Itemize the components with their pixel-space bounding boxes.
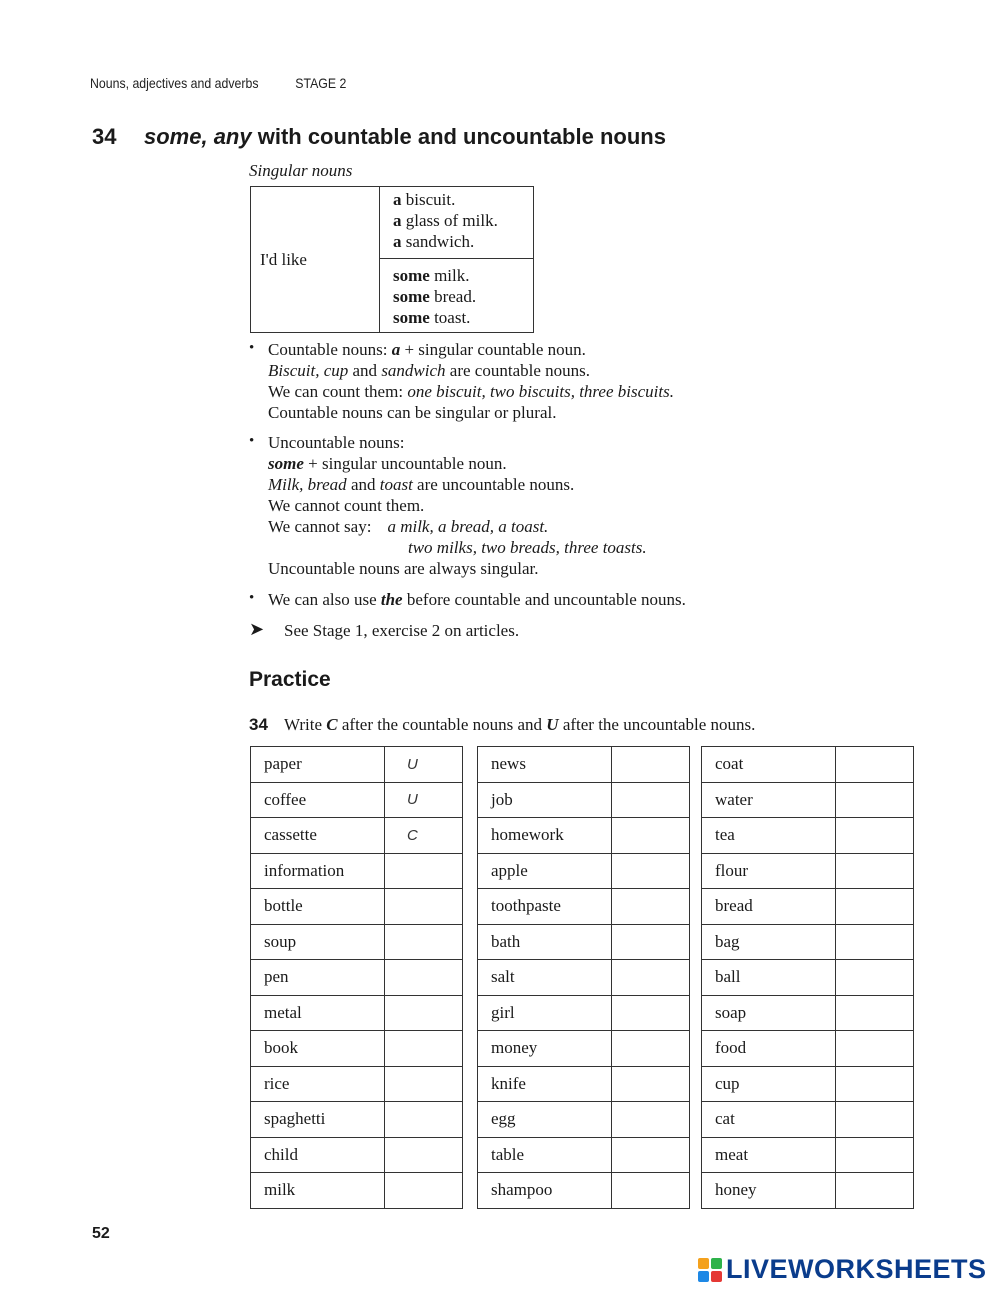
noun-cell: bath	[478, 924, 612, 960]
noun-cell: egg	[478, 1102, 612, 1138]
bullet-icon: •	[249, 340, 255, 356]
answer-cell[interactable]: U	[385, 747, 463, 783]
table-row	[478, 747, 690, 783]
logo-block	[698, 1271, 709, 1282]
table-row	[702, 889, 914, 925]
rule-line: Uncountable nouns are always singular.	[268, 559, 539, 578]
noun-cell: child	[251, 1137, 385, 1173]
header-stage: STAGE 2	[295, 75, 347, 91]
noun-cell: paper	[251, 747, 385, 783]
rule-text: We can also use	[268, 590, 381, 609]
table-row	[251, 889, 463, 925]
table-row	[702, 995, 914, 1031]
table-row	[251, 818, 463, 854]
answer-cell[interactable]	[836, 995, 914, 1031]
rule-line	[268, 537, 647, 558]
article: a	[393, 190, 402, 209]
example-line	[393, 210, 533, 231]
answer-cell[interactable]	[612, 853, 690, 889]
table-row	[251, 747, 463, 783]
noun-cell: shampoo	[478, 1173, 612, 1209]
example-line	[393, 231, 533, 252]
table-row	[702, 1137, 914, 1173]
countable-examples	[380, 187, 533, 259]
running-header	[90, 75, 346, 91]
table-row	[702, 818, 914, 854]
noun-cell: metal	[251, 995, 385, 1031]
practice-heading: Practice	[249, 668, 331, 691]
answer-cell[interactable]: C	[385, 818, 463, 854]
rule-italic: one biscuit, two biscuits, three biscuits.	[407, 382, 674, 401]
rule-text: are countable nouns.	[445, 361, 590, 380]
rule-the	[268, 589, 686, 610]
table-row	[478, 818, 690, 854]
title-rest: with countable and uncountable nouns	[251, 124, 666, 149]
answer-cell[interactable]	[385, 1031, 463, 1067]
noun-cell: girl	[478, 995, 612, 1031]
noun-cell: table	[478, 1137, 612, 1173]
noun-cell: honey	[702, 1173, 836, 1209]
answer-cell[interactable]	[836, 1066, 914, 1102]
header-section: Nouns, adjectives and adverbs	[90, 75, 259, 91]
answer-cell[interactable]	[836, 1137, 914, 1173]
answer-cell[interactable]	[385, 1173, 463, 1209]
logo-text: LIVEWORKSHEETS	[726, 1254, 987, 1284]
noun-table-1	[250, 746, 463, 1209]
bullet-icon: •	[249, 433, 255, 449]
noun-cell: food	[702, 1031, 836, 1067]
table-row	[478, 1066, 690, 1102]
noun-cell: salt	[478, 960, 612, 996]
table-row	[478, 1031, 690, 1067]
rule-text: + singular countable noun.	[400, 340, 586, 359]
noun-cell: cat	[702, 1102, 836, 1138]
noun-table-3	[701, 746, 914, 1209]
logo-block	[711, 1271, 722, 1282]
noun-cell: apple	[478, 853, 612, 889]
answer-cell[interactable]	[612, 889, 690, 925]
answer-cell[interactable]	[385, 1066, 463, 1102]
example-line	[393, 189, 533, 210]
rule-italic: sandwich	[381, 361, 446, 380]
table-row	[478, 1173, 690, 1209]
noun-cell: meat	[702, 1137, 836, 1173]
noun-cell: spaghetti	[251, 1102, 385, 1138]
rule-line	[268, 474, 647, 495]
instruction-text: after the countable nouns and	[337, 715, 547, 734]
arrow-icon: ➤	[249, 619, 265, 639]
logo-block	[711, 1258, 722, 1269]
example-noun: toast.	[429, 308, 471, 327]
answer-cell[interactable]	[612, 1031, 690, 1067]
page-title	[92, 124, 666, 150]
page-number: 52	[92, 1225, 110, 1242]
table-row	[251, 1102, 463, 1138]
answer-cell[interactable]: U	[385, 782, 463, 818]
example-noun: bread.	[429, 287, 477, 306]
logo-icon	[698, 1258, 722, 1282]
answer-cell[interactable]	[836, 747, 914, 783]
exercise-instruction	[249, 714, 755, 735]
table-row	[702, 747, 914, 783]
table-row	[478, 1137, 690, 1173]
noun-cell: tea	[702, 818, 836, 854]
noun-cell: cup	[702, 1066, 836, 1102]
rule-text: We cannot say:	[268, 517, 372, 536]
table-row	[251, 782, 463, 818]
noun-cell: knife	[478, 1066, 612, 1102]
rule-italic: toast	[379, 475, 413, 494]
rule-line	[268, 339, 674, 360]
answer-cell[interactable]	[836, 1102, 914, 1138]
table-row	[251, 1173, 463, 1209]
rule-text: Countable nouns:	[268, 340, 392, 359]
uncountable-examples	[380, 259, 533, 332]
noun-cell: news	[478, 747, 612, 783]
liveworksheets-logo	[698, 1254, 987, 1285]
table-row	[702, 1066, 914, 1102]
table-row	[702, 1031, 914, 1067]
table-row	[702, 1102, 914, 1138]
answer-cell[interactable]	[385, 1137, 463, 1173]
rule-text: before countable and uncountable nouns.	[402, 590, 686, 609]
answer-cell[interactable]	[612, 960, 690, 996]
exercise-number: 34	[249, 715, 268, 734]
logo-block	[698, 1258, 709, 1269]
rule-text: and	[346, 475, 380, 494]
answer-cell[interactable]	[836, 782, 914, 818]
answer-cell[interactable]	[385, 960, 463, 996]
answer-cell[interactable]	[612, 924, 690, 960]
answer-cell[interactable]	[836, 1031, 914, 1067]
answer-cell[interactable]	[612, 1102, 690, 1138]
noun-cell: bread	[702, 889, 836, 925]
id-like-label: I'd like	[260, 249, 307, 269]
table-row	[478, 889, 690, 925]
noun-cell: job	[478, 782, 612, 818]
table-row	[478, 924, 690, 960]
noun-cell: rice	[251, 1066, 385, 1102]
table-row	[478, 960, 690, 996]
article: some	[393, 308, 430, 327]
table-row	[478, 853, 690, 889]
cross-reference: See Stage 1, exercise 2 on articles.	[284, 621, 520, 640]
rule-italic: a milk, a bread, a toast.	[387, 517, 549, 536]
article: a	[393, 211, 402, 230]
noun-cell: water	[702, 782, 836, 818]
rule-text: are uncountable nouns.	[412, 475, 575, 494]
answer-cell[interactable]	[385, 1102, 463, 1138]
table-row	[478, 995, 690, 1031]
table-row	[702, 782, 914, 818]
answer-cell[interactable]	[836, 853, 914, 889]
rule-italic: Biscuit, cup	[268, 361, 349, 380]
noun-cell: soup	[251, 924, 385, 960]
table-row	[251, 960, 463, 996]
rule-line: Countable nouns can be singular or plural.	[268, 403, 557, 422]
rule-line: We cannot count them.	[268, 496, 425, 515]
article: a	[393, 232, 402, 251]
noun-cell: flour	[702, 853, 836, 889]
title-keywords: some, any	[144, 124, 252, 149]
answer-cell[interactable]	[836, 818, 914, 854]
noun-table-2	[477, 746, 690, 1209]
answer-cell[interactable]	[836, 924, 914, 960]
table-row	[251, 924, 463, 960]
noun-cell: coat	[702, 747, 836, 783]
article: some	[393, 266, 430, 285]
example-line	[393, 265, 533, 286]
noun-cell: ball	[702, 960, 836, 996]
answer-cell[interactable]	[385, 995, 463, 1031]
noun-cell: money	[478, 1031, 612, 1067]
example-line	[393, 307, 533, 328]
subheading: Singular nouns	[249, 161, 353, 180]
rule-line	[268, 360, 674, 381]
example-line	[393, 286, 533, 307]
instruction-keyword: U	[546, 715, 559, 734]
table-row	[251, 1066, 463, 1102]
table-row	[702, 924, 914, 960]
instruction-keyword: C	[326, 715, 338, 734]
answer-cell[interactable]	[612, 782, 690, 818]
answer-cell[interactable]	[836, 960, 914, 996]
rule-text: We can count them:	[268, 382, 408, 401]
noun-cell: homework	[478, 818, 612, 854]
unit-number: 34	[92, 124, 117, 149]
table-row	[251, 1031, 463, 1067]
article: some	[393, 287, 430, 306]
answer-cell[interactable]	[612, 995, 690, 1031]
answer-cell[interactable]	[385, 924, 463, 960]
table-row	[251, 853, 463, 889]
rule-italic: Milk, bread	[268, 475, 347, 494]
rule-line: Uncountable nouns:	[268, 433, 405, 452]
intro-table-left	[251, 187, 380, 332]
rule-keyword: a	[391, 340, 401, 359]
answer-cell[interactable]	[612, 1137, 690, 1173]
answer-cell[interactable]	[612, 1173, 690, 1209]
answer-cell[interactable]	[612, 1066, 690, 1102]
answer-cell[interactable]	[836, 889, 914, 925]
table-row	[702, 1173, 914, 1209]
table-row	[702, 853, 914, 889]
answer-cell[interactable]	[385, 889, 463, 925]
rule-line	[268, 453, 647, 474]
rule-keyword: some	[268, 454, 304, 473]
example-noun: sandwich.	[401, 232, 475, 251]
rule-text: and	[348, 361, 382, 380]
noun-cell: book	[251, 1031, 385, 1067]
example-noun: milk.	[429, 266, 470, 285]
example-noun: biscuit.	[401, 190, 456, 209]
table-row	[478, 782, 690, 818]
rule-italic: two milks, two breads, three toasts.	[408, 538, 647, 557]
noun-cell: coffee	[251, 782, 385, 818]
rule-line	[268, 516, 647, 537]
noun-cell: milk	[251, 1173, 385, 1209]
noun-cell: soap	[702, 995, 836, 1031]
bullet-icon: •	[249, 590, 255, 606]
answer-cell[interactable]	[385, 853, 463, 889]
answer-cell[interactable]	[612, 747, 690, 783]
noun-cell: information	[251, 853, 385, 889]
rule-keyword: the	[380, 590, 403, 609]
noun-cell: toothpaste	[478, 889, 612, 925]
instruction-text: after the uncountable nouns.	[558, 715, 756, 734]
intro-table	[250, 186, 534, 333]
answer-cell[interactable]	[612, 818, 690, 854]
table-row	[702, 960, 914, 996]
noun-cell: bag	[702, 924, 836, 960]
noun-cell: bottle	[251, 889, 385, 925]
noun-cell: cassette	[251, 818, 385, 854]
noun-cell: pen	[251, 960, 385, 996]
rule-line	[268, 381, 674, 402]
table-row	[478, 1102, 690, 1138]
table-row	[251, 995, 463, 1031]
rule-text: + singular uncountable noun.	[303, 454, 507, 473]
answer-cell[interactable]	[836, 1173, 914, 1209]
table-row	[251, 1137, 463, 1173]
rule-uncountable	[268, 432, 647, 579]
example-noun: glass of milk.	[401, 211, 498, 230]
rule-countable	[268, 339, 674, 423]
instruction-text: Write	[284, 715, 327, 734]
